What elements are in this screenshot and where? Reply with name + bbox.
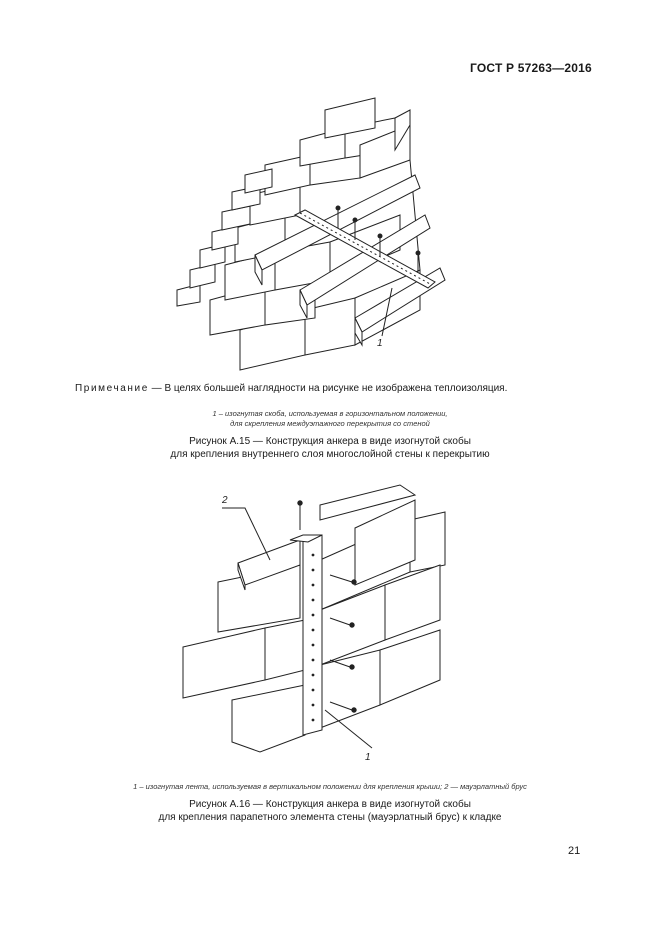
a15-note-text: — В целях большей наглядности на рисунке не изображена теплоизоляция. (151, 383, 508, 394)
a15-legend-line1: 1 – изогнутая скоба, используемая в горизонтальном положении, (212, 409, 448, 418)
a16-legend: 1 – изогнутая лента, используемая в вертикальном положении для крепления крыши; 2 — мауэрлатный брус (133, 782, 527, 791)
a16-callout-2: 2 (222, 495, 228, 506)
a15-note-label: Примечание (75, 383, 149, 394)
a16-callout-1: 1 (365, 752, 371, 763)
page-number: 21 (568, 845, 581, 857)
a16-caption-line1: Рисунок А.16 — Конструкция анкера в виде изогнутой скобы (189, 799, 471, 810)
a15-callout-1: 1 (377, 338, 383, 349)
a16-caption-line2: для крепления парапетного элемента стены (мауэрлатный брус) к кладке (158, 812, 502, 823)
a16-callout-2-leader (222, 508, 270, 560)
document-number: ГОСТ Р 57263—2016 (470, 61, 592, 75)
a15-caption-line2: для крепления внутреннего слоя многослойной стены к перекрытию (170, 449, 490, 460)
a15-caption-line1: Рисунок А.15 — Конструкция анкера в виде изогнутой скобы (189, 436, 471, 447)
a15-legend-line2: для скрепления междуэтажного перекрытия со стеной (230, 419, 430, 428)
a15-note (75, 383, 507, 394)
